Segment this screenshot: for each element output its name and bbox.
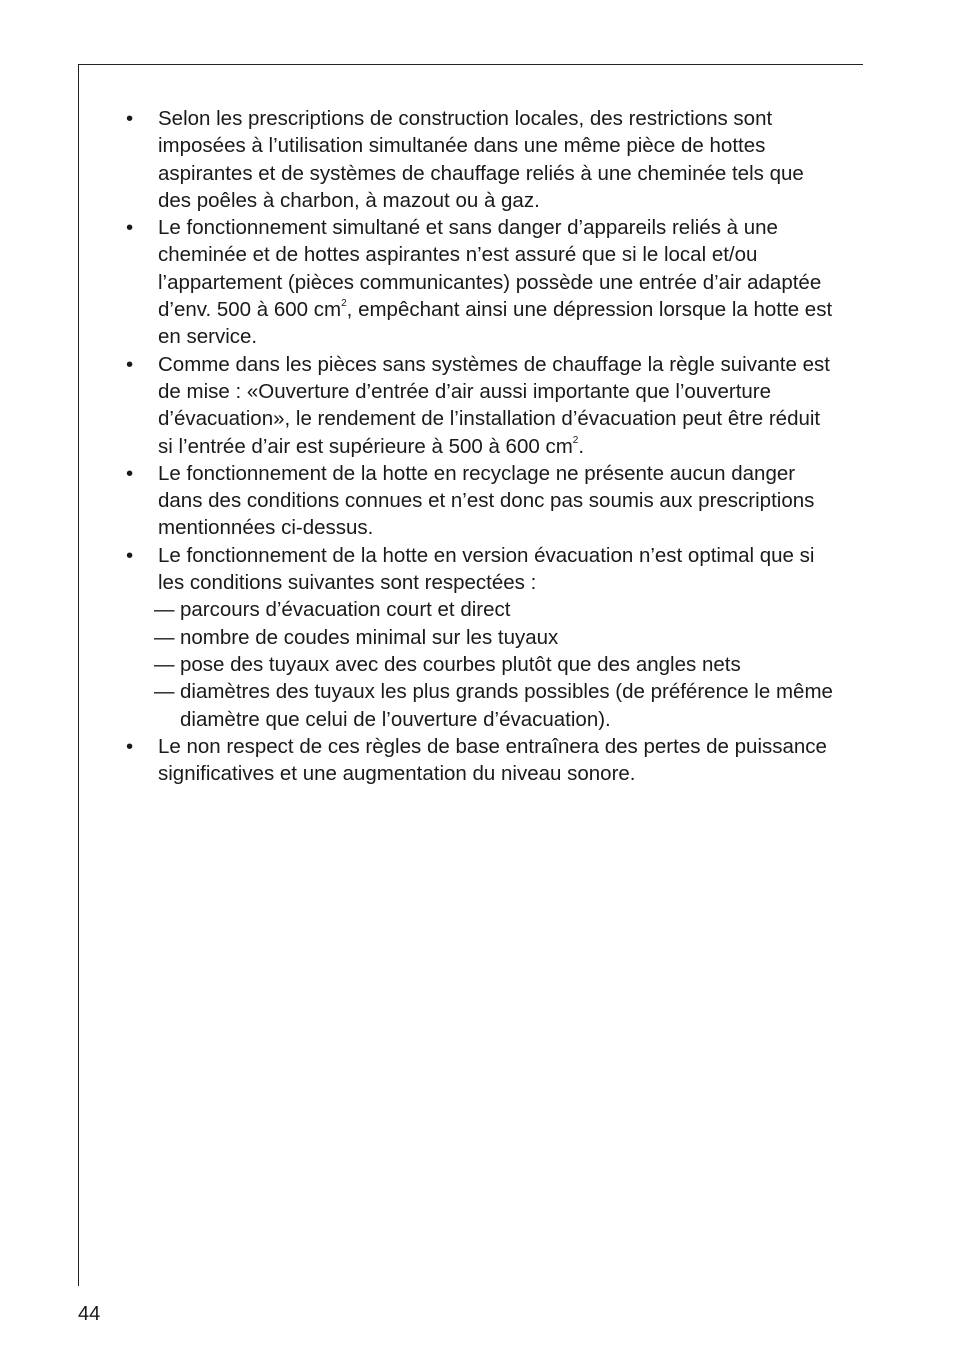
bullet-icon: • [126, 461, 134, 485]
document-body [120, 105, 835, 787]
dash-sub-item [120, 651, 835, 678]
page-number: 44 [78, 1303, 101, 1325]
dash-text: nombre de coudes minimal sur les tuyaux [180, 625, 559, 649]
bullet-text-continued: . [578, 434, 585, 458]
superscript-exponent: 2 [572, 434, 579, 446]
dash-sub-item [120, 678, 835, 733]
bullet-text: Le fonctionnement simultané et sans danger d’appareils reliés à une cheminée et de hottes aspirantes n’est assuré que si le local et/ou l’appartement (pièces communicantes) possède une entrée d’air adaptée d’env. 500 à 600 cm [158, 216, 822, 322]
superscript-exponent: 2 [341, 298, 347, 310]
dash-icon: — [154, 680, 175, 704]
dash-text: parcours d’évacuation court et direct [180, 598, 511, 622]
bullet-icon: • [126, 734, 134, 758]
page-frame-top-rule [78, 64, 863, 65]
bullet-icon: • [126, 352, 134, 376]
bullet-item [120, 105, 835, 214]
dash-icon: — [154, 625, 175, 649]
dash-sub-item [120, 596, 835, 623]
dash-text: diamètres des tuyaux les plus grands possibles (de préférence le même diamètre que celui de l’ouverture d’évacuation). [180, 680, 833, 731]
bullet-icon: • [126, 543, 134, 567]
bullet-item [120, 542, 835, 597]
bullet-item [120, 733, 835, 788]
dash-icon: — [154, 652, 175, 676]
bullet-text: Le fonctionnement de la hotte en recyclage ne présente aucun danger dans des conditions connues et n’est donc pas soumis aux prescriptions mentionnées ci-dessus. [158, 461, 815, 540]
page-frame-left-rule [78, 64, 79, 1286]
bullet-item [120, 460, 835, 542]
bullet-text-continued: , empêchant ainsi une dépression lorsque la hotte est en service. [158, 298, 833, 349]
dash-icon: — [154, 598, 175, 622]
bullet-text: Le fonctionnement de la hotte en version évacuation n’est optimal que si les conditions suivantes sont respectées : [158, 543, 815, 595]
bullet-text: Selon les prescriptions de construction locales, des restrictions sont imposées à l’utilisation simultanée dans une même pièce de hottes aspirantes et de systèmes de chauffage reliés à une cheminée tels que des poêles à charbon, à mazout ou à gaz. [158, 107, 804, 212]
bullet-item [120, 351, 835, 460]
bullet-text: Le non respect de ces règles de base entraînera des pertes de puissance significatives et une augmentation du niveau sonore. [158, 734, 827, 786]
bullet-icon: • [126, 216, 134, 240]
dash-text: pose des tuyaux avec des courbes plutôt que des angles nets [180, 652, 741, 676]
bullet-item [120, 214, 835, 350]
bullet-icon: • [126, 107, 134, 130]
dash-sub-item [120, 624, 835, 651]
bullet-text: Comme dans les pièces sans systèmes de chauffage la règle suivante est de mise : «Ouverture d’entrée d’air aussi importante que l’ouverture d’évacuation», le rendement de l’installation d’évacuation peut être réduit si l’entrée d’air est supérieure à 500 à 600 cm [158, 352, 830, 458]
